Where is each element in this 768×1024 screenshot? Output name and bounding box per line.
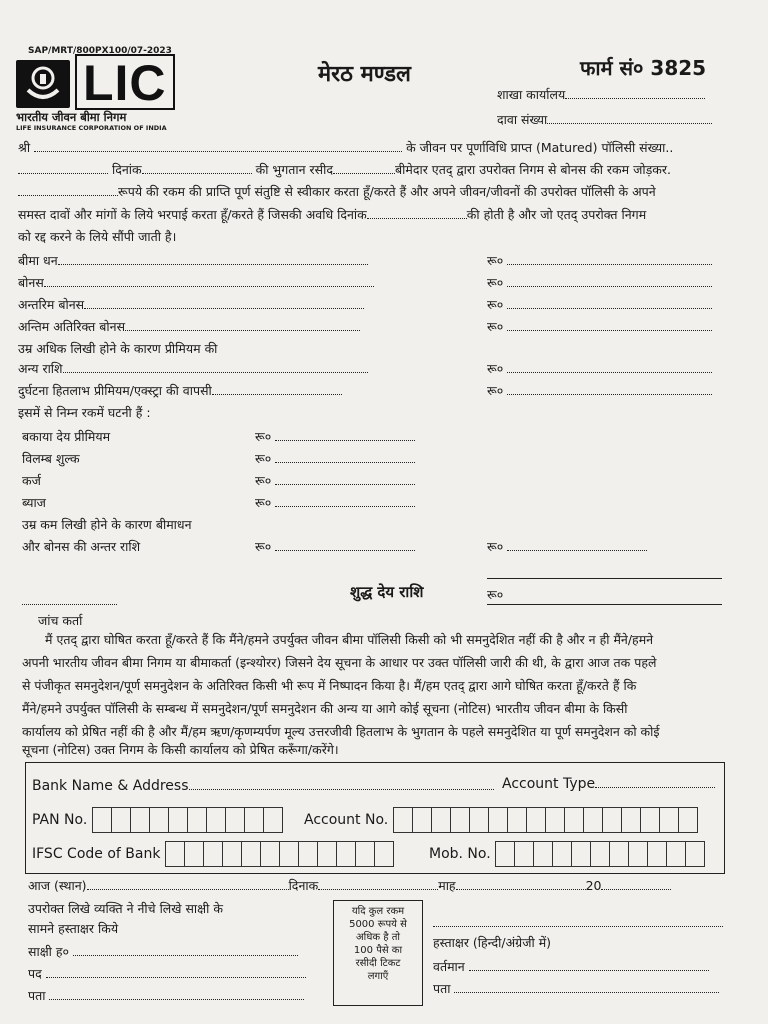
- rs-field[interactable]: रू०: [487, 252, 712, 269]
- rs-field[interactable]: रू०: [255, 538, 415, 555]
- lic-logo-text: LIC: [75, 54, 175, 110]
- rs-field[interactable]: रू०: [487, 360, 712, 377]
- age-high-label: उम्र अधिक लिखी होने के कारण प्रीमियम की: [18, 341, 218, 356]
- declaration-line: से पंजीकृत समनुदेशन/पूर्ण समनुदेशन के अतिरिक्त किसी भी रूप में निष्पादन किया है। मैं/हम एतद् द्वारा आगे घोषित करता हूँ/करते हैं कि: [22, 678, 637, 693]
- declaration-line: कार्यालय को प्रेषित नहीं की है और मैं/हम ऋण/कृणम्यर्पण मूल्य उत्तरजीवी हितलाभ के भुगतान के पहले समनुदेशित या पूर्ण समनुदेशन को कोई: [22, 724, 660, 739]
- present-address-field[interactable]: वर्तमान: [433, 958, 709, 975]
- age-low-label: उम्र कम लिखी होने के कारण बीमाधन: [22, 517, 192, 532]
- witness-note: सामने हस्ताक्षर किये: [28, 921, 119, 936]
- signature-line[interactable]: [433, 912, 723, 931]
- accident-refund-row[interactable]: दुर्घटना हितलाभ प्रीमियम/एक्स्ट्रा की वापसी: [18, 382, 342, 399]
- intro-line-1[interactable]: श्री के जीवन पर पूर्णाविधि प्राप्त (Matured) पॉलिसी संख्या..: [18, 140, 674, 155]
- lic-logo-icon: [16, 60, 70, 108]
- net-amount-label: शुद्ध देय राशि: [350, 583, 424, 601]
- witness-note: उपरोक्त लिखे व्यक्ति ने नीचे लिखे साक्षी के: [28, 901, 223, 916]
- bank-details-box: [25, 762, 725, 874]
- signature-label: हस्ताक्षर (हिन्दी/अंग्रेजी में): [433, 935, 552, 950]
- witness-post-field[interactable]: पद: [28, 965, 306, 982]
- address-field[interactable]: पता: [433, 980, 719, 997]
- bonus-row[interactable]: बोनस: [18, 274, 374, 291]
- deductions-title: इसमें से निम्न रकमें घटनी हैं :: [18, 405, 151, 420]
- age-low-label: और बोनस की अन्तर राशि: [22, 539, 141, 554]
- declaration-line: मैंने/हमने उपर्युक्त पॉलिसी के सम्बन्ध में समनुदेशन/पूर्ण समनुदेशन की अन्य या आगे कोई सूचना (नोटिस) भारतीय जीवन बीमा के किसी: [22, 701, 628, 716]
- declaration-line: सूचना (नोटिस) उक्त निगम के किसी कार्यालय को प्रेषित करूँगा/करेंगे।: [22, 742, 339, 757]
- witness-sign-field[interactable]: साक्षी ह०: [28, 943, 298, 960]
- net-amount-field[interactable]: रू०: [487, 587, 504, 602]
- other-amount-row[interactable]: अन्य राशि: [18, 360, 368, 377]
- deduction-label: विलम्ब शुल्क: [22, 451, 80, 466]
- revenue-stamp-box: यदि कुल रकम 5000 रूपये से अधिक है तो 100 पैसे का रसीदी टिकट लगाएँ: [333, 900, 423, 1006]
- branch-office-field[interactable]: शाखा कार्यालय: [497, 86, 705, 103]
- deduction-label: बकाया देय प्रीमियम: [22, 429, 111, 444]
- divider: [487, 604, 722, 605]
- ifsc-field[interactable]: IFSC Code of Bank: [32, 841, 394, 867]
- net-left-field[interactable]: [22, 590, 117, 609]
- rs-field[interactable]: रू०: [487, 318, 712, 335]
- intro-line-2[interactable]: दिनांक की भुगतान रसीद बीमेदार एतद् द्वारा उपरोक्त निगम से बोनस की रकम जोड़कर.: [18, 161, 671, 178]
- rs-field[interactable]: रू०: [487, 274, 712, 291]
- pan-field[interactable]: PAN No.: [32, 807, 283, 833]
- claim-number-field[interactable]: दावा संख्या: [497, 111, 712, 128]
- form-code: SAP/MRT/800PX100/07-2023: [28, 46, 172, 56]
- logo-english: LIFE INSURANCE CORPORATION OF INDIA: [16, 124, 167, 132]
- mobile-field[interactable]: Mob. No.: [429, 841, 705, 867]
- form-number: फार्म सं० 3825: [580, 56, 707, 80]
- division-title: मेरठ मण्डल: [318, 62, 411, 87]
- checker-label: जांच कर्ता: [38, 613, 83, 628]
- rs-field[interactable]: रू०: [255, 494, 415, 511]
- rs-field[interactable]: रू०: [255, 428, 415, 445]
- witness-address-field[interactable]: पता: [28, 987, 304, 1004]
- divider: [487, 578, 722, 579]
- rs-field[interactable]: रू०: [487, 538, 647, 555]
- rs-field[interactable]: रू०: [487, 296, 712, 313]
- place-date-row[interactable]: आज (स्थान) दिनाक माह 20: [28, 877, 671, 894]
- bank-name-field[interactable]: Bank Name & Address: [32, 777, 494, 794]
- declaration-line: अपनी भारतीय जीवन बीमा निगम या बीमाकर्ता (इन्श्योरर) जिसने देय सूचना के आधार पर उक्त पॉलिसी जारी की थी, के द्वारा आज तक पहले: [22, 655, 657, 670]
- deduction-label: कर्ज: [22, 473, 41, 488]
- intro-line-5: को रद्द करने के लिये सौंपी जाती है।: [18, 229, 177, 244]
- deduction-label: ब्याज: [22, 495, 46, 510]
- final-bonus-row[interactable]: अन्तिम अतिरिक्त बोनस: [18, 318, 360, 335]
- logo-hindi: भारतीय जीवन बीमा निगम: [16, 110, 127, 124]
- intro-line-3[interactable]: रूपये की रकम की प्राप्ति पूर्ण संतुष्टि से स्वीकार करता हूँ/करते हैं और अपने जीवन/जीवनों की उपरोक्त पॉलिसी के अपने: [18, 183, 656, 200]
- account-type-field[interactable]: Account Type: [502, 775, 715, 792]
- account-no-field[interactable]: Account No.: [304, 807, 698, 833]
- intro-line-4[interactable]: समस्त दावों और मांगों के लिये भरपाई करता हूँ/करते हैं जिसकी अवधि दिनांक की होती है और जो एतद् उपरोक्त निगम: [18, 207, 647, 222]
- rs-field[interactable]: रू०: [255, 450, 415, 467]
- rs-field[interactable]: रू०: [255, 472, 415, 489]
- sum-assured-row[interactable]: बीमा धन: [18, 252, 368, 269]
- interim-bonus-row[interactable]: अन्तरिम बोनस: [18, 296, 364, 313]
- rs-field[interactable]: रू०: [487, 382, 712, 399]
- declaration-line: मैं एतद् द्वारा घोषित करता हूँ/करते हैं कि मैंने/हमने उपर्युक्त जीवन बीमा पॉलिसी किसी को भी समनुदेशित नहीं की है और न ही मैंने/हमने: [45, 632, 654, 647]
